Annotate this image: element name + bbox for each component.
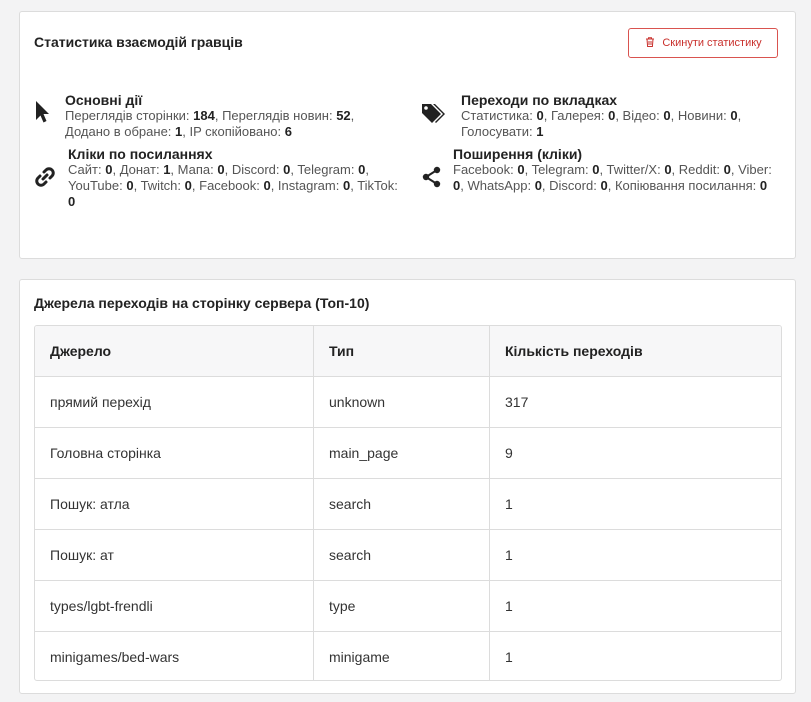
stat-value: 0 — [517, 162, 525, 177]
stat-value: 0 — [536, 108, 544, 123]
stat-label: Галерея: — [550, 108, 605, 123]
table-row — [35, 478, 781, 529]
stat-value: 0 — [600, 178, 608, 193]
stat-label: Відео: — [622, 108, 660, 123]
stat-label: Instagram: — [277, 178, 340, 193]
stat-label: Telegram: — [297, 162, 355, 177]
table-row — [35, 529, 781, 580]
cell-type: type — [314, 580, 490, 631]
table-row — [35, 580, 781, 631]
stat-value: 0 — [730, 108, 738, 123]
reset-stats-label: Скинути статистику — [662, 37, 762, 49]
cell-source: прямий перехід — [35, 376, 314, 427]
stat-value: 0 — [534, 178, 542, 193]
cell-count: 1 — [505, 648, 513, 665]
stat-label: IP скопійовано: — [189, 124, 282, 139]
stat-links-title: Кліки по посиланнях — [68, 146, 213, 162]
stat-value: 1 — [163, 162, 171, 177]
cell-type: main_page — [314, 427, 490, 478]
table-row — [35, 631, 781, 681]
table-row — [35, 427, 781, 478]
stat-value: 0 — [608, 108, 616, 123]
stat-label: Discord: — [231, 162, 280, 177]
stat-value: 184 — [193, 108, 215, 123]
stat-value: 0 — [68, 194, 76, 209]
stat-value: 52 — [336, 108, 351, 123]
cell-source: minigames/bed-wars — [35, 631, 314, 681]
cell-count: 1 — [490, 529, 782, 580]
column-header-type: Тип — [314, 326, 490, 376]
stat-tabs-title: Переходи по вкладках — [461, 92, 618, 108]
stat-basic: Основні дії Переглядів сторінки: 184, Переглядів новин: 52, Додано в обране: 1, IP скопійовано: 6 — [65, 92, 385, 140]
cell-source: Головна сторінка — [35, 427, 314, 478]
stat-label: WhatsApp: — [467, 178, 532, 193]
stat-label: YouTube: — [68, 178, 123, 193]
cell-type: search — [314, 478, 490, 529]
stat-label: Twitter/X: — [606, 162, 661, 177]
cell-source: Пошук: атла — [35, 478, 314, 529]
stat-links: Кліки по посиланнях Сайт: 0, Донат: 1, Мапа: 0, Discord: 0, Telegram: 0, YouTube: 0, Twitch: 0, Facebook: 0, Instagram: 0, TikTok: 0 — [68, 146, 398, 209]
stat-value: 0 — [759, 178, 768, 193]
stat-label: Переглядів новин: — [222, 108, 333, 123]
stat-value: 0 — [263, 178, 271, 193]
trash-icon — [644, 36, 656, 51]
stat-label: Статистика: — [461, 108, 533, 123]
stat-label: Донат: — [119, 162, 160, 177]
cell-type: minigame — [314, 631, 490, 681]
stat-label: Discord: — [549, 178, 597, 193]
sources-card — [19, 279, 796, 694]
stat-share-title: Поширення (кліки) — [453, 146, 583, 162]
stat-value: 0 — [283, 162, 291, 177]
stat-tabs: Переходи по вкладках Статистика: 0, Галерея: 0, Відео: 0, Новини: 0, Голосувати: 1 — [461, 92, 771, 140]
share-icon — [422, 166, 442, 188]
stat-label: Копіювання посилання: — [614, 178, 757, 193]
stat-value: 6 — [284, 124, 293, 139]
stat-value: 0 — [126, 178, 134, 193]
stat-value: 0 — [453, 178, 461, 193]
stat-value: 0 — [184, 178, 192, 193]
stat-value: 0 — [592, 162, 600, 177]
cursor-icon — [34, 100, 50, 124]
stat-value: 0 — [723, 162, 731, 177]
stat-value: 0 — [358, 162, 366, 177]
stat-label: Голосувати: — [461, 124, 533, 139]
stat-label: Telegram: — [531, 162, 589, 177]
stat-label: Додано в обране: — [65, 124, 172, 139]
cell-type: search — [314, 529, 490, 580]
stat-value: 0 — [342, 178, 351, 193]
stat-value: 0 — [105, 162, 113, 177]
tags-icon — [421, 102, 449, 126]
stat-label: Сайт: — [68, 162, 102, 177]
stat-label: TikTok: — [357, 178, 398, 193]
cell-type: unknown — [314, 376, 490, 427]
table-row — [35, 376, 781, 427]
stat-label: Reddit: — [678, 162, 720, 177]
stat-basic-title: Основні дії — [65, 92, 143, 108]
stat-share: Поширення (кліки) Facebook: 0, Telegram: 0, Twitter/X: 0, Reddit: 0, Viber: 0, WhatsApp: 0, Discord: 0, Копіювання посилання: 0 — [453, 146, 783, 194]
cell-count: 317 — [490, 376, 782, 427]
stat-value: 1 — [536, 124, 544, 139]
stat-label: Viber: — [738, 162, 772, 177]
stat-value: 1 — [175, 124, 183, 139]
column-header-source: Джерело — [35, 326, 314, 376]
cell-source: Пошук: ат — [35, 529, 314, 580]
stat-label: Мапа: — [177, 162, 214, 177]
stat-value: 0 — [664, 162, 672, 177]
cell-count: 1 — [490, 580, 782, 631]
cell-source: types/lgbt-frendli — [35, 580, 314, 631]
stat-value: 0 — [663, 108, 671, 123]
sources-table-wrap — [34, 325, 782, 681]
stats-card — [19, 11, 796, 259]
sources-card-title: Джерела переходів на сторінку сервера (Топ-10) — [34, 295, 370, 311]
stat-label: Facebook: — [199, 178, 260, 193]
column-header-count: Кількість переходів — [490, 326, 782, 376]
stat-label: Новини: — [677, 108, 727, 123]
stat-label: Twitch: — [140, 178, 182, 193]
stat-label: Facebook: — [453, 162, 514, 177]
stats-card-title: Статистика взаємодій гравців — [34, 34, 243, 50]
reset-stats-button[interactable] — [628, 28, 778, 58]
cell-count: 1 — [490, 478, 782, 529]
stat-value: 0 — [217, 162, 225, 177]
cell-count: 9 — [490, 427, 782, 478]
sources-table — [35, 326, 781, 681]
stat-label: Переглядів сторінки: — [65, 108, 190, 123]
link-icon — [34, 166, 56, 188]
table-header-row — [35, 326, 781, 376]
